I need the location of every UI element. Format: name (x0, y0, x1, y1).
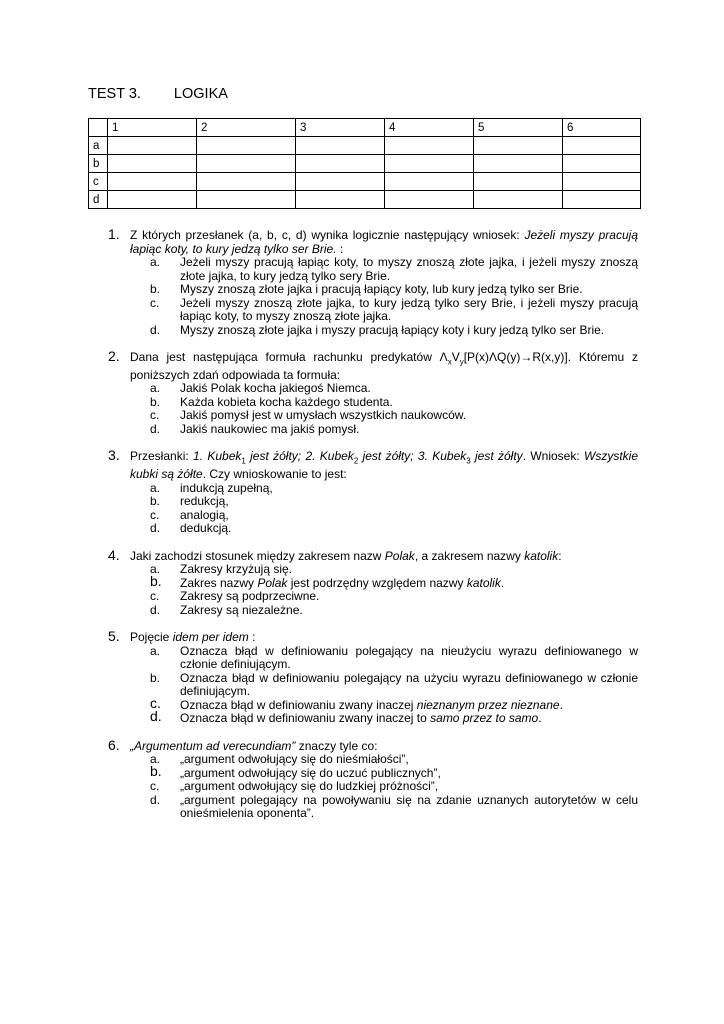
option-text: dedukcją. (180, 521, 232, 536)
answer-cell[interactable] (563, 191, 641, 209)
test-subject: LOGIKA (173, 86, 228, 102)
table-row-label: b (89, 155, 108, 173)
answer-cell[interactable] (197, 191, 296, 209)
answer-cell[interactable] (108, 155, 197, 173)
option-letter: c. (150, 408, 160, 423)
answer-cell[interactable] (108, 191, 197, 209)
option-letter: b. (150, 670, 161, 685)
option-text: Zakresy krzyżują się. (180, 562, 293, 577)
option-b[interactable] (150, 572, 638, 591)
option-letter: b. (150, 572, 162, 589)
option-c[interactable] (150, 694, 638, 713)
question-1 (108, 226, 638, 337)
option-letter: d. (150, 421, 161, 436)
option-d[interactable] (150, 423, 638, 437)
option-italic: nieznanym przez nieznane (416, 697, 560, 712)
option-letter: a. (150, 381, 161, 396)
option-list (130, 382, 638, 436)
option-text: . (500, 575, 505, 590)
answer-cell[interactable] (296, 155, 385, 173)
answer-cell[interactable] (474, 137, 563, 155)
option-letter: c. (150, 507, 160, 522)
option-list (130, 256, 638, 337)
option-letter: d. (150, 521, 161, 536)
option-text: jest podrzędny względem nazwy (287, 575, 467, 590)
stem-text: Przesłanki: (130, 449, 194, 464)
answer-cell[interactable] (197, 155, 296, 173)
answer-cell[interactable] (563, 137, 641, 155)
stem-text: Dana jest następująca formuła rachunku predykatów (130, 350, 440, 364)
stem-text: Z których przesłanek (a, b, c, d) wynika logicznie następujący wniosek: (130, 228, 525, 242)
stem-italic: jest żółty; 3. Kubek (358, 449, 467, 464)
stem-text: znaczy tyle co: (295, 738, 378, 753)
table-row (89, 155, 641, 173)
stem-italic: Polak (384, 548, 415, 563)
quantifier-variable: x (447, 357, 452, 367)
option-text: . (538, 711, 542, 726)
table-row-label: d (89, 191, 108, 209)
option-text: Jeżeli myszy pracują łapiąc koty, to myszy znoszą złote jajka, i jeżeli myszy znoszą złote jajka, to kury jedzą tylko sery Brie. (180, 255, 638, 283)
option-letter: a. (150, 643, 161, 658)
answer-cell[interactable] (563, 173, 641, 191)
option-b[interactable] (150, 762, 638, 781)
option-text: Jakiś naukowiec ma jakiś pomysł. (180, 421, 360, 436)
option-letter: a. (150, 480, 161, 495)
option-b[interactable] (150, 396, 638, 410)
table-row-label: a (89, 137, 108, 155)
table-column-header: 3 (296, 119, 385, 137)
table-row (89, 137, 641, 155)
subscript: 1 (241, 456, 246, 466)
option-text: Oznacza błąd w definiowaniu zwany inaczej (180, 697, 417, 712)
option-text: Jeżeli myszy znoszą złote jajka, to kury jedzą tylko sery Brie, i jeżeli myszy pracują łapiąc koty, to myszy znoszą złote jajka. (180, 295, 638, 323)
stem-italic: jest żółty (470, 449, 523, 464)
stem-text: [P(x)ΛQ(y)→R(x,y)]. Któremu z poniższych zdań odpowiada ta formuła: (130, 350, 638, 382)
table-row-label: c (89, 173, 108, 191)
question-number: 2. (108, 348, 120, 364)
table-column-header: 4 (385, 119, 474, 137)
answer-cell[interactable] (474, 173, 563, 191)
answer-cell[interactable] (474, 191, 563, 209)
table-column-header: 1 (108, 119, 197, 137)
option-letter: c. (150, 694, 161, 711)
option-c[interactable] (150, 409, 638, 423)
test-number: TEST 3. (88, 86, 141, 102)
option-text: Zakres nazwy (180, 575, 258, 590)
option-a[interactable] (150, 382, 638, 396)
option-letter: d. (150, 322, 161, 337)
question-stem (130, 450, 638, 481)
answer-cell[interactable] (563, 155, 641, 173)
question-stem (130, 229, 638, 256)
option-text: Myszy znoszą złote jajka i myszy pracują łapiący koty i kury jedzą tylko ser Brie. (180, 322, 605, 337)
existential-quantifier: V (451, 350, 460, 364)
question-number: 5. (108, 628, 120, 645)
quantifier-variable: y (459, 357, 464, 367)
answer-cell[interactable] (296, 137, 385, 155)
option-text: indukcją zupełną, (180, 480, 273, 495)
option-italic: Polak (257, 575, 288, 590)
option-text: redukcją, (180, 494, 229, 509)
question-stem (130, 550, 638, 564)
stem-italic: Jeżeli myszy pracują łapiąc koty, to kury jedzą tylko ser Brie. (130, 228, 638, 256)
option-text: „argument polegający na powoływaniu się na zdanie uznanych autorytetów w celu onieśmielenia oponenta”. (180, 792, 638, 821)
option-list (130, 563, 638, 617)
option-text: . (559, 697, 563, 712)
answer-cell[interactable] (385, 191, 474, 209)
option-letter: a. (150, 255, 161, 269)
stem-text: , a zakresem nazwy (414, 548, 525, 563)
option-b[interactable] (150, 495, 638, 509)
option-a[interactable] (150, 482, 638, 496)
answer-table (88, 118, 641, 209)
question-number: 3. (108, 447, 120, 464)
stem-italic: Wszystkie kubki są żółte (130, 449, 638, 482)
option-italic: katolik (466, 575, 501, 590)
answer-cell[interactable] (197, 173, 296, 191)
option-text: Jakiś Polak kocha jakiegoś Niemca. (180, 381, 371, 396)
option-b[interactable] (150, 283, 638, 297)
option-text: Każda kobieta kocha każdego studenta. (180, 394, 393, 409)
option-text: „argument odwołujący się do uczuć publicznych”, (180, 765, 441, 780)
option-c[interactable] (150, 509, 638, 523)
table-row (89, 173, 641, 191)
question-list (108, 226, 638, 835)
option-letter: c. (150, 779, 160, 794)
option-c[interactable] (150, 590, 638, 604)
table-column-header: 5 (474, 119, 563, 137)
option-text: Oznacza błąd w definiowaniu zwany inaczej to (180, 711, 431, 726)
answer-cell[interactable] (474, 155, 563, 173)
option-d[interactable] (150, 708, 638, 726)
stem-italic: Argumentum ad verecundiam” (134, 738, 296, 753)
option-italic: samo przez to samo (430, 711, 539, 726)
option-letter: d. (150, 792, 161, 807)
question-number: 6. (108, 736, 120, 753)
stem-text: Pojęcie (130, 630, 173, 645)
subscript: 2 (353, 456, 359, 466)
option-d[interactable] (150, 522, 638, 536)
option-letter: b. (150, 394, 161, 409)
answer-cell[interactable] (385, 155, 474, 173)
stem-text: . Czy wnioskowanie to jest: (202, 467, 347, 482)
option-b[interactable] (150, 672, 638, 699)
question-number: 1. (108, 226, 120, 242)
question-2 (108, 348, 638, 436)
option-text: „argument odwołujący się do nieśmiałości”, (180, 752, 409, 767)
option-d[interactable] (150, 324, 638, 338)
answer-cell[interactable] (296, 173, 385, 191)
option-letter: b. (150, 282, 161, 296)
option-letter: d. (150, 708, 162, 725)
stem-italic: idem per idem (172, 630, 249, 645)
question-5 (108, 628, 638, 726)
question-stem (130, 631, 638, 645)
question-6 (108, 736, 638, 821)
option-letter: c. (150, 589, 160, 604)
question-3 (108, 447, 638, 536)
answer-cell[interactable] (108, 137, 197, 155)
table-row (89, 191, 641, 209)
option-a[interactable] (150, 563, 638, 577)
option-text: Oznacza błąd w definiowaniu polegający na nieużyciu wyrazu definiowanego w członie definiującym. (180, 643, 638, 672)
option-letter: b. (150, 762, 162, 779)
option-list (130, 645, 638, 726)
answer-cell[interactable] (296, 191, 385, 209)
question-4 (108, 546, 638, 618)
option-text: Zakresy są podprzeciwne. (180, 589, 320, 604)
option-a[interactable] (150, 256, 638, 283)
option-text: „argument odwołujący się do ludzkiej próżności”, (180, 779, 439, 794)
question-number: 4. (108, 546, 120, 563)
option-a[interactable] (150, 645, 638, 672)
question-stem (130, 740, 638, 754)
answer-cell[interactable] (385, 137, 474, 155)
option-list (130, 753, 638, 821)
answer-cell[interactable] (385, 173, 474, 191)
question-stem (130, 351, 638, 382)
option-a[interactable] (150, 753, 638, 767)
option-letter: b. (150, 494, 161, 509)
answer-cell[interactable] (108, 173, 197, 191)
table-column-header: 2 (197, 119, 296, 137)
option-d[interactable] (150, 604, 638, 618)
page-title (88, 86, 228, 102)
subscript: 3 (466, 456, 471, 466)
stem-italic: „ (130, 738, 134, 753)
table-corner-cell (89, 119, 108, 137)
option-text: Zakresy są niezależne. (180, 602, 303, 617)
universal-quantifier: Λ (439, 350, 448, 364)
option-d[interactable] (150, 794, 638, 821)
option-text: Jakiś pomysł jest w umysłach wszystkich naukowców. (180, 408, 467, 423)
option-letter: a. (150, 752, 161, 767)
option-text: Myszy znoszą złote jajka i pracują łapiący koty, lub kury jedzą tylko ser Brie. (180, 282, 583, 296)
stem-italic: katolik (524, 548, 559, 563)
stem-text: . Wniosek: (522, 449, 584, 464)
option-c[interactable] (150, 297, 638, 324)
answer-cell[interactable] (197, 137, 296, 155)
option-text: Oznacza błąd w definiowaniu polegający na użyciu wyrazu definiowanego w członie definiującym. (180, 670, 638, 699)
table-column-header: 6 (563, 119, 641, 137)
option-list (130, 482, 638, 536)
stem-text: : (248, 630, 256, 645)
stem-text: Jaki zachodzi stosunek między zakresem nazw (130, 548, 385, 563)
table-header-row (89, 119, 641, 137)
stem-text: : (558, 548, 562, 563)
stem-text: : (336, 241, 344, 256)
stem-italic: 1. Kubek (193, 449, 242, 464)
stem-italic: jest żółty; 2. Kubek (245, 449, 354, 464)
option-text: analogią, (180, 507, 229, 522)
option-letter: c. (150, 295, 160, 310)
option-letter: d. (150, 602, 161, 617)
option-c[interactable] (150, 780, 638, 794)
option-letter: a. (150, 562, 161, 577)
